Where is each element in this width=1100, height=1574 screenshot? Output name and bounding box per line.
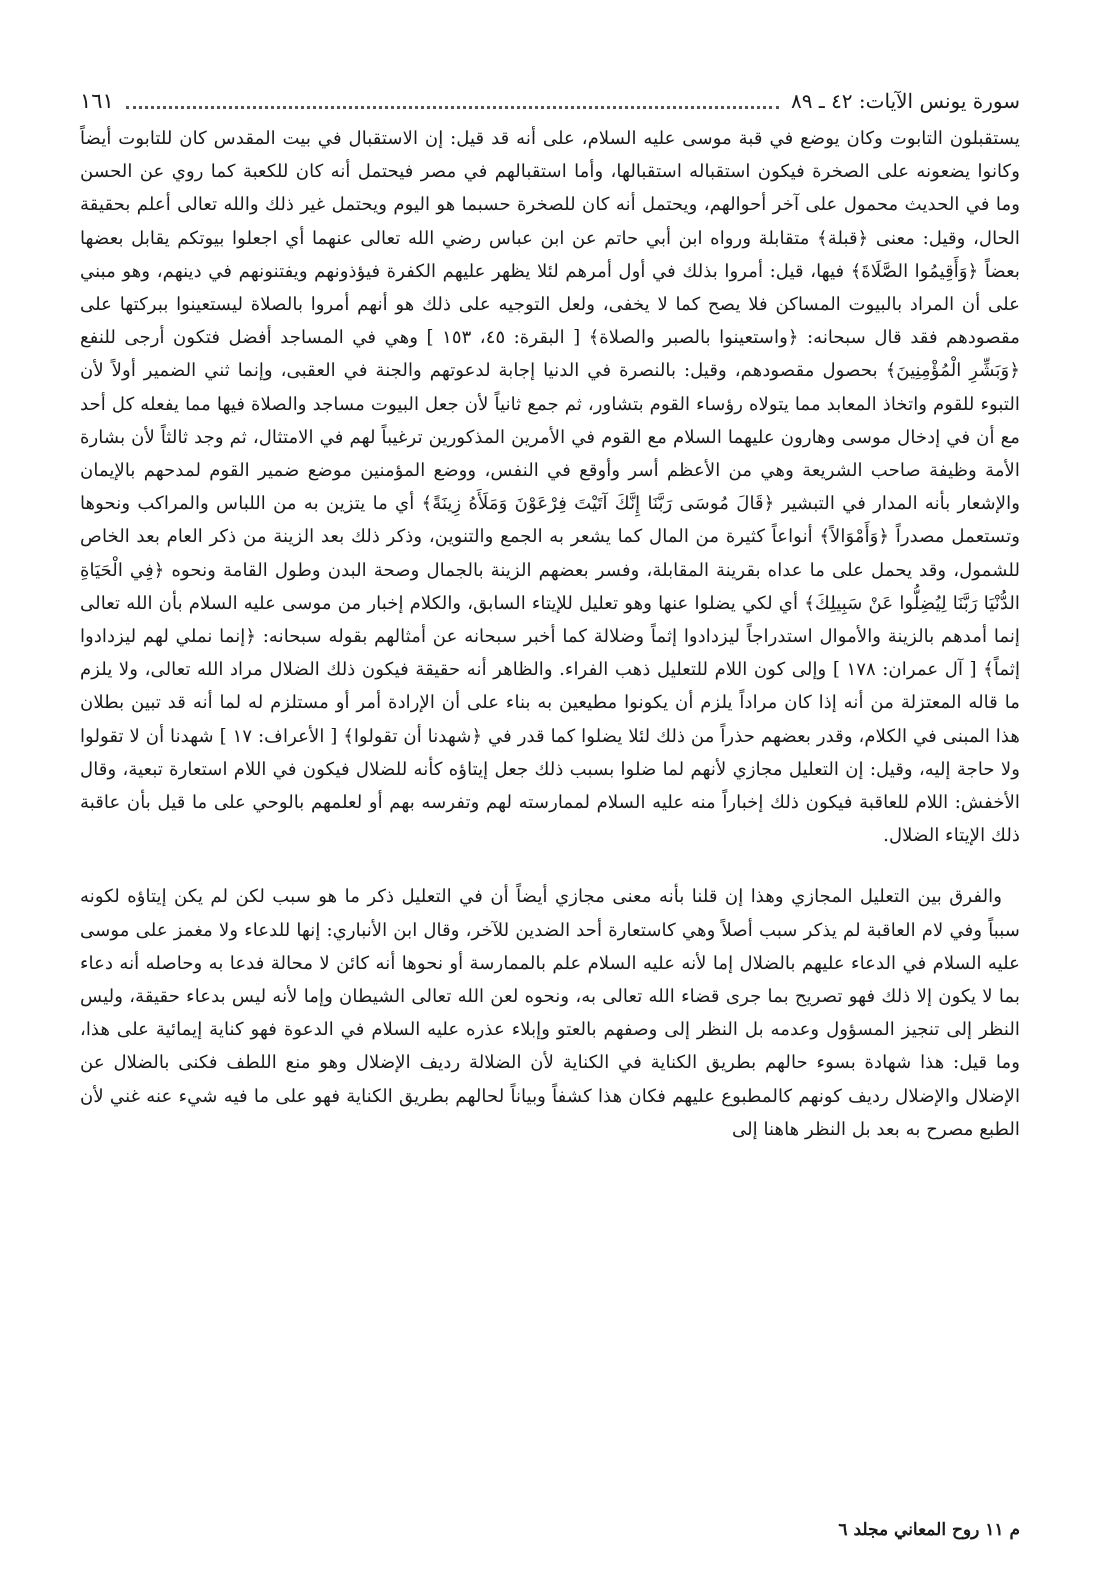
surah-title: سورة يونس الآيات: ٤٢ ـ ٨٩	[791, 89, 1020, 113]
running-header	[80, 84, 1020, 118]
paragraph: يستقبلون التابوت وكان يوضع في قبة موسى عليه السلام، على أنه قد قيل: إن الاستقبال في بيت المقدس كان للتابوت أيضاً وكانوا يضعونه على الصخرة فيكون استقباله استقبالها، وأما استقبالهم في مصر فيحتمل أنه كان للكعبة كما روي عن الحسن وما في الحديث محمول على آخر أحوالهم، ويحتمل أنه كان للصخرة حسبما هو اليوم ويحتمل غير ذلك والله تعالى أعلم بحقيقة الحال، وقيل: معنى ﴿قبلة﴾ متقابلة ورواه ابن أبي حاتم عن ابن عباس رضي الله تعالى عنهما أي اجعلوا بيوتكم يقابل بعضها بعضاً ﴿وَأَقِيمُوا الصَّلَاةَ﴾ فيها، قيل: أمروا بذلك في أول أمرهم لئلا يظهر عليهم الكفرة فيؤذونهم ويفتنونهم في دينهم، وهو مبني على أن المراد بالبيوت المساكن فلا يصح كما لا يخفى، ولعل التوجيه على ذلك هو أنهم أمروا بالصلاة ليستعينوا ببركتها على مقصودهم فقد قال سبحانه: ﴿واستعينوا بالصبر والصلاة﴾ [ البقرة: ٤٥، ١٥٣ ] وهي في المساجد أفضل فتكون أرجى للنفع ﴿وَبَشِّرِ الْمُؤْمِنِينَ﴾ بحصول مقصودهم، وقيل: بالنصرة في الدنيا إجابة لدعوتهم والجنة في العقبى، وإنما ثني الضمير أولاً لأن التبوء للقوم واتخاذ المعابد مما يتولاه رؤساء القوم بتشاور، ثم جمع ثانياً لأن جعل البيوت مساجد والصلاة فيها مما يفعله كل أحد مع أن في إدخال موسى وهارون عليهما السلام مع القوم في الأمرين المذكورين ترغيباً لهم في الامتثال، ثم وجد ثالثاً لأن بشارة الأمة وظيفة صاحب الشريعة وهي من الأعظم أسر وأوقع في النفس، ووضع المؤمنين موضع ضمير القوم لمدحهم بالإيمان والإشعار بأنه المدار في التبشير ﴿قَالَ مُوسَى رَبَّنَا إِنَّكَ آتَيْتَ فِرْعَوْنَ وَمَلَأَهُ زِينَةً﴾ أي ما يتزين به من اللباس والمراكب ونحوها وتستعمل مصدراً ﴿وَأَمْوَالاً﴾ أنواعاً كثيرة من المال كما يشعر به الجمع والتنوين، وذكر ذلك بعد الزينة من ذكر العام بعد الخاص للشمول، وقد يحمل على ما عداه بقرينة المقابلة، وفسر بعضهم الزينة بالجمال وصحة البدن وطول القامة ونحوه ﴿فِي الْحَيَاةِ الدُّنْيَا رَبَّنَا لِيُضِلُّوا عَنْ سَبِيلِكَ﴾ أي لكي يضلوا عنها وهو تعليل للإيتاء السابق، والكلام إخبار من موسى عليه السلام بأن الله تعالى إنما أمدهم بالزينة والأموال استدراجاً ليزدادوا إثماً وضلالة كما أخبر سبحانه عن أمثالهم بقوله سبحانه: ﴿إنما نملي لهم ليزدادوا إثماً﴾ [ آل عمران: ١٧٨ ] وإلى كون اللام للتعليل ذهب الفراء. والظاهر أنه حقيقة فيكون ذلك الضلال مراد الله تعالى، ولا يلزم ما قاله المعتزلة من أنه إذا كان مراداً يلزم أن يكونوا مطيعين به بناء على أن الإرادة أمر أو مستلزم له لما أنه قد تبين بطلان هذا المبنى في الكلام، وقدر بعضهم حذراً من ذلك لئلا يضلوا كما قدر في ﴿شهدنا أن تقولوا﴾ [ الأعراف: ١٧ ] شهدنا أن لا تقولوا ولا حاجة إليه، وقيل: إن التعليل مجازي لأنهم لما ضلوا بسبب ذلك جعل إيتاؤه كأنه للضلال فيكون في اللام استعارة تبعية، وقال الأخفش: اللام للعاقبة فيكون ذلك إخباراً منه عليه السلام لممارسته لهم وتفرسه بهم أو لعلمهم بالوحي على ما قيل بأن عاقبة ذلك الإيتاء الضلال.	[80, 128, 1020, 847]
signature-footer: م ١١ روح المعاني مجلد ٦	[838, 1520, 1020, 1540]
body-text	[80, 122, 1020, 1146]
dot-leader	[126, 106, 779, 109]
page-number: ١٦١	[80, 89, 114, 113]
paragraph: والفرق بين التعليل المجازي وهذا إن قلنا بأنه معنى مجازي أيضاً أن في التعليل ذكر ما هو سبب لكن لم يكن إيتاؤه لكونه سبباً وفي لام العاقبة لم يذكر سبب أصلاً وهي كاستعارة أحد الضدين للآخر، وقال ابن الأنباري: إنها للدعاء ولا مغمز على موسى عليه السلام في الدعاء عليهم بالضلال إما لأنه عليه السلام علم بالممارسة أو نحوها أنه كائن لا محالة فدعا به وحاصله أنه دعاء بما لا يكون إلا ذلك فهو تصريح بما جرى قضاء الله تعالى به، ونحوه لعن الله تعالى الشيطان وإما لأنه ليس بدعاء حقيقة، وليس النظر إلى تنجيز المسؤول وعدمه بل النظر إلى وصفهم بالعتو وإبلاء عذره عليه السلام في الدعوة فهو كناية إيمائية على هذا، وما قيل: هذا شهادة بسوء حالهم بطريق الكناية في الكناية لأن الضلالة رديف الإضلال وهو منع اللطف فكنى بالضلال عن الإضلال والإضلال رديف كونهم كالمطبوع عليهم فكان هذا كشفاً وبياناً لحالهم بطريق الكناية فهو على ما فيه شيء عنه غني لأن الطبع مصرح به بعد بل النظر هاهنا إلى	[80, 886, 1020, 1140]
